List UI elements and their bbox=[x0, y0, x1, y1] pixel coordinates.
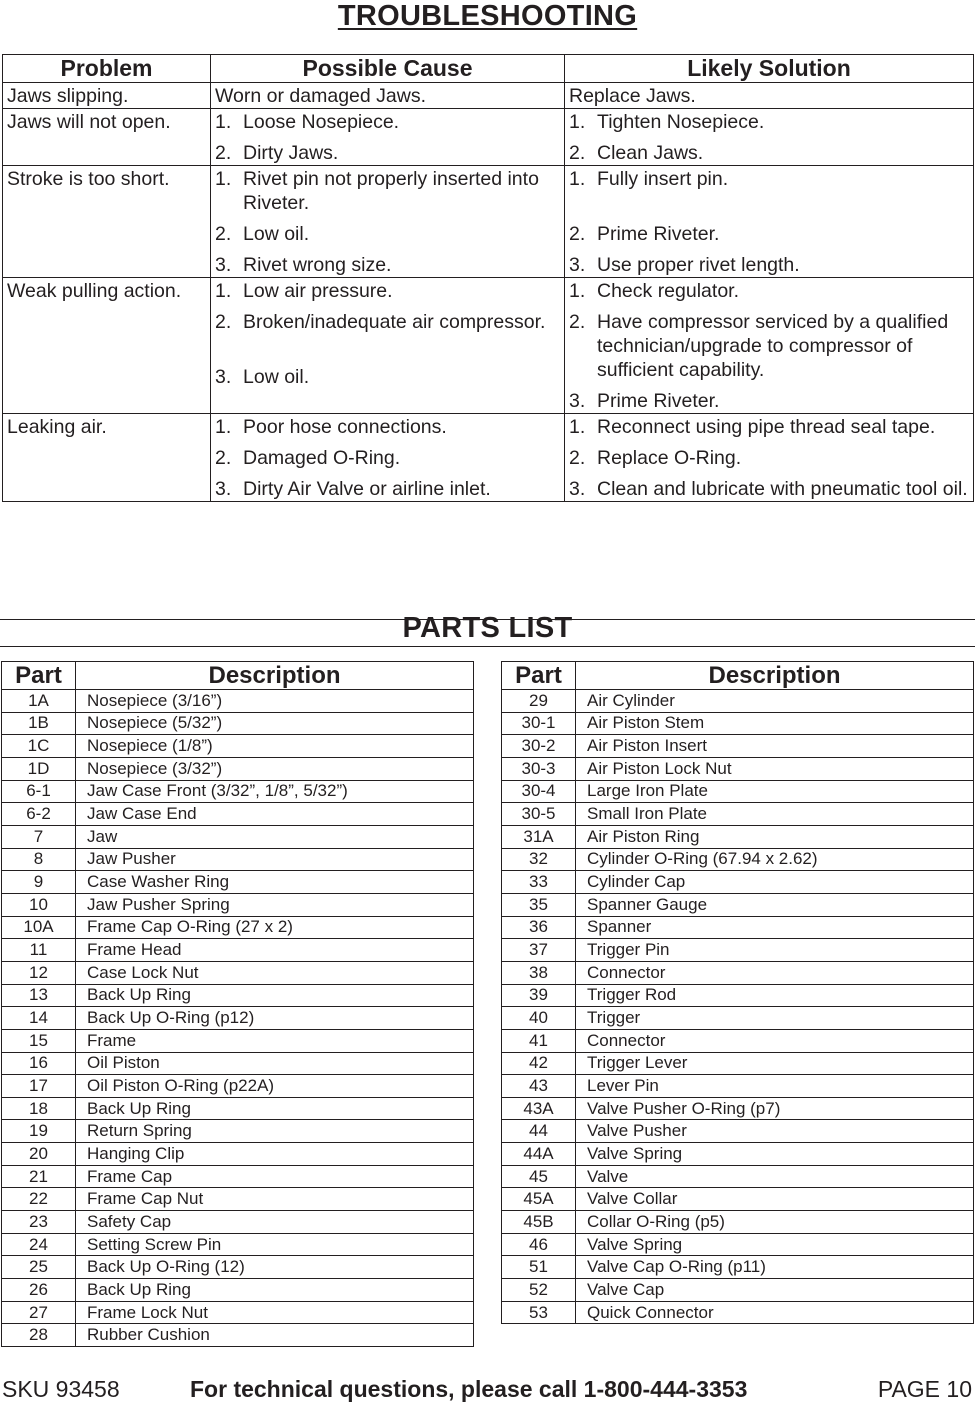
parts-row bbox=[502, 1097, 974, 1120]
part-number: 41 bbox=[502, 1029, 576, 1052]
item-number: 3. bbox=[215, 254, 232, 276]
parts-row bbox=[502, 1256, 974, 1279]
part-number: 39 bbox=[502, 984, 576, 1007]
part-number: 30-3 bbox=[502, 757, 576, 780]
part-number: 30-2 bbox=[502, 735, 576, 758]
parts-row bbox=[2, 757, 474, 780]
part-description: Rubber Cushion bbox=[76, 1324, 474, 1347]
item-text: Fully insert pin. bbox=[597, 168, 729, 190]
part-number: 36 bbox=[502, 916, 576, 939]
troubleshooting-row bbox=[3, 109, 974, 166]
part-number: 44A bbox=[502, 1143, 576, 1166]
part-description: Jaw Case End bbox=[76, 803, 474, 826]
part-number: 30-1 bbox=[502, 712, 576, 735]
item-text: Prime Riveter. bbox=[597, 223, 720, 245]
item-number: 3. bbox=[215, 366, 232, 388]
cause-item bbox=[215, 110, 560, 134]
parts-row bbox=[2, 780, 474, 803]
part-description: Jaw Pusher Spring bbox=[76, 893, 474, 916]
parts-row bbox=[502, 1233, 974, 1256]
item-number: 3. bbox=[569, 254, 586, 276]
parts-row bbox=[2, 1301, 474, 1324]
part-number: 26 bbox=[2, 1279, 76, 1302]
header-possible-cause: Possible Cause bbox=[211, 55, 565, 83]
item-text: Replace O-Ring. bbox=[597, 447, 742, 469]
item-number: 2. bbox=[215, 142, 232, 164]
item-text: Use proper rivet length. bbox=[597, 254, 800, 276]
item-text: Replace Jaws. bbox=[569, 85, 696, 107]
part-description: Back Up O-Ring (p12) bbox=[76, 1007, 474, 1030]
part-number: 43 bbox=[502, 1075, 576, 1098]
header-description: Description bbox=[576, 662, 974, 690]
item-number: 3. bbox=[569, 390, 586, 412]
part-number: 6-1 bbox=[2, 780, 76, 803]
parts-header-row bbox=[2, 662, 474, 690]
item-number: 3. bbox=[215, 478, 232, 500]
item-text: Have compressor serviced by a qualified technician/upgrade to compressor of sufficient capability. bbox=[597, 311, 949, 381]
item-text: Low oil. bbox=[243, 223, 310, 245]
part-description: Frame Head bbox=[76, 939, 474, 962]
item-number: 2. bbox=[569, 223, 586, 245]
cause-item bbox=[215, 365, 560, 389]
solution-item bbox=[569, 141, 969, 165]
part-number: 51 bbox=[502, 1256, 576, 1279]
parts-row bbox=[2, 871, 474, 894]
parts-row bbox=[2, 1120, 474, 1143]
cause-cell bbox=[211, 83, 565, 109]
solution-item bbox=[569, 415, 969, 439]
part-description: Trigger Lever bbox=[576, 1052, 974, 1075]
cause-item bbox=[215, 253, 560, 277]
solution-item bbox=[569, 110, 969, 134]
parts-row bbox=[502, 916, 974, 939]
part-number: 14 bbox=[2, 1007, 76, 1030]
part-number: 32 bbox=[502, 848, 576, 871]
parts-header-row bbox=[502, 662, 974, 690]
part-description: Safety Cap bbox=[76, 1211, 474, 1234]
part-description: Case Washer Ring bbox=[76, 871, 474, 894]
cause-item bbox=[215, 415, 560, 439]
header-part: Part bbox=[2, 662, 76, 690]
item-number: 2. bbox=[215, 311, 232, 333]
part-number: 21 bbox=[2, 1165, 76, 1188]
part-number: 17 bbox=[2, 1075, 76, 1098]
solution-cell bbox=[565, 109, 974, 166]
part-description: Trigger bbox=[576, 1007, 974, 1030]
header-description: Description bbox=[76, 662, 474, 690]
cause-item bbox=[215, 477, 560, 501]
item-text: Dirty Air Valve or airline inlet. bbox=[243, 478, 491, 500]
part-number: 25 bbox=[2, 1256, 76, 1279]
solution-item bbox=[569, 84, 969, 108]
solution-item bbox=[569, 167, 969, 191]
part-description: Valve Cap O-Ring (p11) bbox=[576, 1256, 974, 1279]
part-number: 30-4 bbox=[502, 780, 576, 803]
part-number: 23 bbox=[2, 1211, 76, 1234]
item-text: Check regulator. bbox=[597, 280, 739, 302]
item-text: Tighten Nosepiece. bbox=[597, 111, 765, 133]
parts-row bbox=[502, 1165, 974, 1188]
parts-row bbox=[502, 757, 974, 780]
item-text: Reconnect using pipe thread seal tape. bbox=[597, 416, 936, 438]
parts-row bbox=[502, 1007, 974, 1030]
parts-table-right bbox=[501, 661, 974, 1324]
part-number: 30-5 bbox=[502, 803, 576, 826]
item-text: Clean Jaws. bbox=[597, 142, 704, 164]
part-number: 33 bbox=[502, 871, 576, 894]
part-description: Cylinder O-Ring (67.94 x 2.62) bbox=[576, 848, 974, 871]
problem-cell: Jaws will not open. bbox=[3, 109, 211, 166]
problem-cell: Weak pulling action. bbox=[3, 278, 211, 414]
part-description: Valve Cap bbox=[576, 1279, 974, 1302]
part-number: 1D bbox=[2, 757, 76, 780]
part-number: 19 bbox=[2, 1120, 76, 1143]
part-description: Back Up O-Ring (12) bbox=[76, 1256, 474, 1279]
part-description: Air Piston Stem bbox=[576, 712, 974, 735]
parts-row bbox=[2, 1165, 474, 1188]
part-description: Connector bbox=[576, 1029, 974, 1052]
solution-item bbox=[569, 279, 969, 303]
solution-item bbox=[569, 389, 969, 413]
cause-item bbox=[215, 167, 560, 215]
parts-row bbox=[502, 984, 974, 1007]
part-description: Cylinder Cap bbox=[576, 871, 974, 894]
parts-row bbox=[2, 1211, 474, 1234]
part-description: Large Iron Plate bbox=[576, 780, 974, 803]
page-footer bbox=[0, 1376, 975, 1404]
parts-row bbox=[2, 984, 474, 1007]
part-number: 45B bbox=[502, 1211, 576, 1234]
part-number: 1B bbox=[2, 712, 76, 735]
item-text: Broken/inadequate air compressor. bbox=[243, 311, 546, 333]
troubleshooting-title: TROUBLESHOOTING bbox=[337, 0, 638, 32]
parts-row bbox=[2, 712, 474, 735]
item-text: Low air pressure. bbox=[243, 280, 393, 302]
problem-cell: Leaking air. bbox=[3, 414, 211, 502]
part-description: Spanner bbox=[576, 916, 974, 939]
part-description: Valve Pusher bbox=[576, 1120, 974, 1143]
part-number: 37 bbox=[502, 939, 576, 962]
solution-item bbox=[569, 310, 969, 382]
part-description: Back Up Ring bbox=[76, 1279, 474, 1302]
part-number: 46 bbox=[502, 1233, 576, 1256]
parts-row bbox=[2, 825, 474, 848]
parts-row bbox=[2, 1233, 474, 1256]
item-text: Rivet wrong size. bbox=[243, 254, 392, 276]
part-description: Valve Spring bbox=[576, 1143, 974, 1166]
part-number: 24 bbox=[2, 1233, 76, 1256]
cause-item bbox=[215, 222, 560, 246]
item-number: 1. bbox=[215, 416, 232, 438]
parts-row bbox=[2, 961, 474, 984]
item-text: Low oil. bbox=[243, 366, 310, 388]
parts-row bbox=[2, 916, 474, 939]
part-description: Oil Piston bbox=[76, 1052, 474, 1075]
parts-row bbox=[502, 939, 974, 962]
parts-row bbox=[502, 712, 974, 735]
part-description: Nosepiece (3/32”) bbox=[76, 757, 474, 780]
solution-cell bbox=[565, 278, 974, 414]
part-description: Connector bbox=[576, 961, 974, 984]
parts-row bbox=[2, 803, 474, 826]
solution-cell bbox=[565, 166, 974, 278]
parts-title-rule-top bbox=[0, 619, 975, 620]
parts-row bbox=[2, 1097, 474, 1120]
parts-row bbox=[502, 1052, 974, 1075]
part-description: Jaw bbox=[76, 825, 474, 848]
troubleshooting-header-row bbox=[3, 55, 974, 83]
parts-row bbox=[2, 1324, 474, 1347]
part-description: Valve Pusher O-Ring (p7) bbox=[576, 1097, 974, 1120]
item-number: 1. bbox=[215, 280, 232, 302]
part-number: 15 bbox=[2, 1029, 76, 1052]
parts-row bbox=[2, 1029, 474, 1052]
parts-row bbox=[2, 939, 474, 962]
part-description: Oil Piston O-Ring (p22A) bbox=[76, 1075, 474, 1098]
part-description: Setting Screw Pin bbox=[76, 1233, 474, 1256]
cause-cell bbox=[211, 166, 565, 278]
part-description: Air Piston Insert bbox=[576, 735, 974, 758]
part-description: Frame Lock Nut bbox=[76, 1301, 474, 1324]
parts-title-rule-bottom bbox=[0, 646, 975, 647]
header-problem: Problem bbox=[3, 55, 211, 83]
part-description: Return Spring bbox=[76, 1120, 474, 1143]
part-description: Collar O-Ring (p5) bbox=[576, 1211, 974, 1234]
parts-row bbox=[502, 803, 974, 826]
part-number: 9 bbox=[2, 871, 76, 894]
parts-row bbox=[2, 893, 474, 916]
parts-row bbox=[502, 848, 974, 871]
part-description: Air Piston Lock Nut bbox=[576, 757, 974, 780]
troubleshooting-row bbox=[3, 414, 974, 502]
part-number: 27 bbox=[2, 1301, 76, 1324]
part-number: 6-2 bbox=[2, 803, 76, 826]
troubleshooting-row bbox=[3, 166, 974, 278]
part-description: Trigger Pin bbox=[576, 939, 974, 962]
part-description: Hanging Clip bbox=[76, 1143, 474, 1166]
item-number: 2. bbox=[569, 311, 586, 333]
item-text: Clean and lubricate with pneumatic tool oil. bbox=[597, 478, 968, 500]
parts-row bbox=[2, 1188, 474, 1211]
troubleshooting-table bbox=[2, 54, 974, 502]
part-number: 35 bbox=[502, 893, 576, 916]
part-description: Frame Cap Nut bbox=[76, 1188, 474, 1211]
troubleshooting-row bbox=[3, 278, 974, 414]
part-number: 7 bbox=[2, 825, 76, 848]
part-number: 10A bbox=[2, 916, 76, 939]
part-description: Nosepiece (1/8”) bbox=[76, 735, 474, 758]
cause-cell bbox=[211, 414, 565, 502]
problem-cell: Jaws slipping. bbox=[3, 83, 211, 109]
item-text: Prime Riveter. bbox=[597, 390, 720, 412]
item-number: 3. bbox=[569, 478, 586, 500]
item-text: Damaged O-Ring. bbox=[243, 447, 401, 469]
footer-tech-line: For technical questions, please call 1-800-444-3353 bbox=[190, 1376, 748, 1402]
parts-row bbox=[2, 1007, 474, 1030]
part-description: Valve bbox=[576, 1165, 974, 1188]
parts-row bbox=[2, 1256, 474, 1279]
part-number: 52 bbox=[502, 1279, 576, 1302]
item-text: Loose Nosepiece. bbox=[243, 111, 400, 133]
item-number: 2. bbox=[569, 142, 586, 164]
part-number: 16 bbox=[2, 1052, 76, 1075]
parts-row bbox=[502, 1029, 974, 1052]
item-number: 1. bbox=[569, 280, 586, 302]
cause-cell bbox=[211, 278, 565, 414]
part-number: 1C bbox=[2, 735, 76, 758]
part-number: 12 bbox=[2, 961, 76, 984]
troubleshooting-row bbox=[3, 83, 974, 109]
part-number: 28 bbox=[2, 1324, 76, 1347]
part-number: 43A bbox=[502, 1097, 576, 1120]
cause-item bbox=[215, 310, 560, 334]
part-description: Frame bbox=[76, 1029, 474, 1052]
parts-row bbox=[502, 871, 974, 894]
parts-row bbox=[2, 1143, 474, 1166]
solution-item bbox=[569, 477, 969, 501]
parts-row bbox=[502, 780, 974, 803]
part-description: Jaw Pusher bbox=[76, 848, 474, 871]
problem-cell: Stroke is too short. bbox=[3, 166, 211, 278]
part-number: 29 bbox=[502, 690, 576, 713]
parts-list-title: PARTS LIST bbox=[402, 612, 573, 644]
part-description: Small Iron Plate bbox=[576, 803, 974, 826]
parts-row bbox=[502, 893, 974, 916]
parts-row bbox=[502, 961, 974, 984]
part-number: 20 bbox=[2, 1143, 76, 1166]
solution-item bbox=[569, 253, 969, 277]
solution-item bbox=[569, 222, 969, 246]
solution-cell bbox=[565, 414, 974, 502]
part-description: Spanner Gauge bbox=[576, 893, 974, 916]
part-number: 31A bbox=[502, 825, 576, 848]
parts-row bbox=[502, 825, 974, 848]
parts-row bbox=[502, 1279, 974, 1302]
item-number: 1. bbox=[569, 168, 586, 190]
part-description: Frame Cap O-Ring (27 x 2) bbox=[76, 916, 474, 939]
header-part: Part bbox=[502, 662, 576, 690]
part-number: 40 bbox=[502, 1007, 576, 1030]
parts-row bbox=[2, 848, 474, 871]
item-number: 1. bbox=[215, 168, 232, 190]
item-text: Dirty Jaws. bbox=[243, 142, 339, 164]
part-description: Valve Spring bbox=[576, 1233, 974, 1256]
solution-item bbox=[569, 446, 969, 470]
item-number: 2. bbox=[215, 447, 232, 469]
item-number: 1. bbox=[569, 416, 586, 438]
item-number: 2. bbox=[215, 223, 232, 245]
item-text: Poor hose connections. bbox=[243, 416, 447, 438]
part-description: Lever Pin bbox=[576, 1075, 974, 1098]
part-number: 1A bbox=[2, 690, 76, 713]
parts-table-left bbox=[1, 661, 474, 1347]
parts-row bbox=[502, 735, 974, 758]
part-number: 11 bbox=[2, 939, 76, 962]
parts-row bbox=[502, 1075, 974, 1098]
parts-row bbox=[2, 1052, 474, 1075]
part-number: 8 bbox=[2, 848, 76, 871]
item-text: Rivet pin not properly inserted into Riveter. bbox=[243, 168, 539, 214]
part-description: Back Up Ring bbox=[76, 984, 474, 1007]
parts-row bbox=[502, 1301, 974, 1324]
part-description: Nosepiece (3/16”) bbox=[76, 690, 474, 713]
part-number: 22 bbox=[2, 1188, 76, 1211]
item-text: Worn or damaged Jaws. bbox=[215, 85, 426, 107]
parts-row bbox=[502, 1211, 974, 1234]
part-description: Air Piston Ring bbox=[576, 825, 974, 848]
cause-item bbox=[215, 84, 560, 108]
part-number: 38 bbox=[502, 961, 576, 984]
part-description: Air Cylinder bbox=[576, 690, 974, 713]
part-number: 18 bbox=[2, 1097, 76, 1120]
part-description: Jaw Case Front (3/32”, 1/8”, 5/32”) bbox=[76, 780, 474, 803]
part-number: 13 bbox=[2, 984, 76, 1007]
parts-row bbox=[2, 690, 474, 713]
header-likely-solution: Likely Solution bbox=[565, 55, 974, 83]
footer-sku: SKU 93458 bbox=[2, 1376, 120, 1402]
cause-item bbox=[215, 141, 560, 165]
part-description: Quick Connector bbox=[576, 1301, 974, 1324]
part-number: 42 bbox=[502, 1052, 576, 1075]
parts-row bbox=[502, 1188, 974, 1211]
parts-row bbox=[2, 735, 474, 758]
item-number: 1. bbox=[215, 111, 232, 133]
parts-row bbox=[502, 1120, 974, 1143]
part-number: 10 bbox=[2, 893, 76, 916]
solution-cell bbox=[565, 83, 974, 109]
part-number: 53 bbox=[502, 1301, 576, 1324]
item-number: 2. bbox=[569, 447, 586, 469]
part-description: Trigger Rod bbox=[576, 984, 974, 1007]
footer-page-number: PAGE 10 bbox=[877, 1376, 972, 1402]
part-description: Frame Cap bbox=[76, 1165, 474, 1188]
cause-item bbox=[215, 279, 560, 303]
part-number: 45 bbox=[502, 1165, 576, 1188]
parts-row bbox=[502, 690, 974, 713]
part-number: 44 bbox=[502, 1120, 576, 1143]
parts-row bbox=[502, 1143, 974, 1166]
parts-row bbox=[2, 1279, 474, 1302]
part-number: 45A bbox=[502, 1188, 576, 1211]
part-description: Valve Collar bbox=[576, 1188, 974, 1211]
parts-row bbox=[2, 1075, 474, 1098]
part-description: Back Up Ring bbox=[76, 1097, 474, 1120]
cause-cell bbox=[211, 109, 565, 166]
cause-item bbox=[215, 446, 560, 470]
item-number: 1. bbox=[569, 111, 586, 133]
part-description: Case Lock Nut bbox=[76, 961, 474, 984]
part-description: Nosepiece (5/32”) bbox=[76, 712, 474, 735]
